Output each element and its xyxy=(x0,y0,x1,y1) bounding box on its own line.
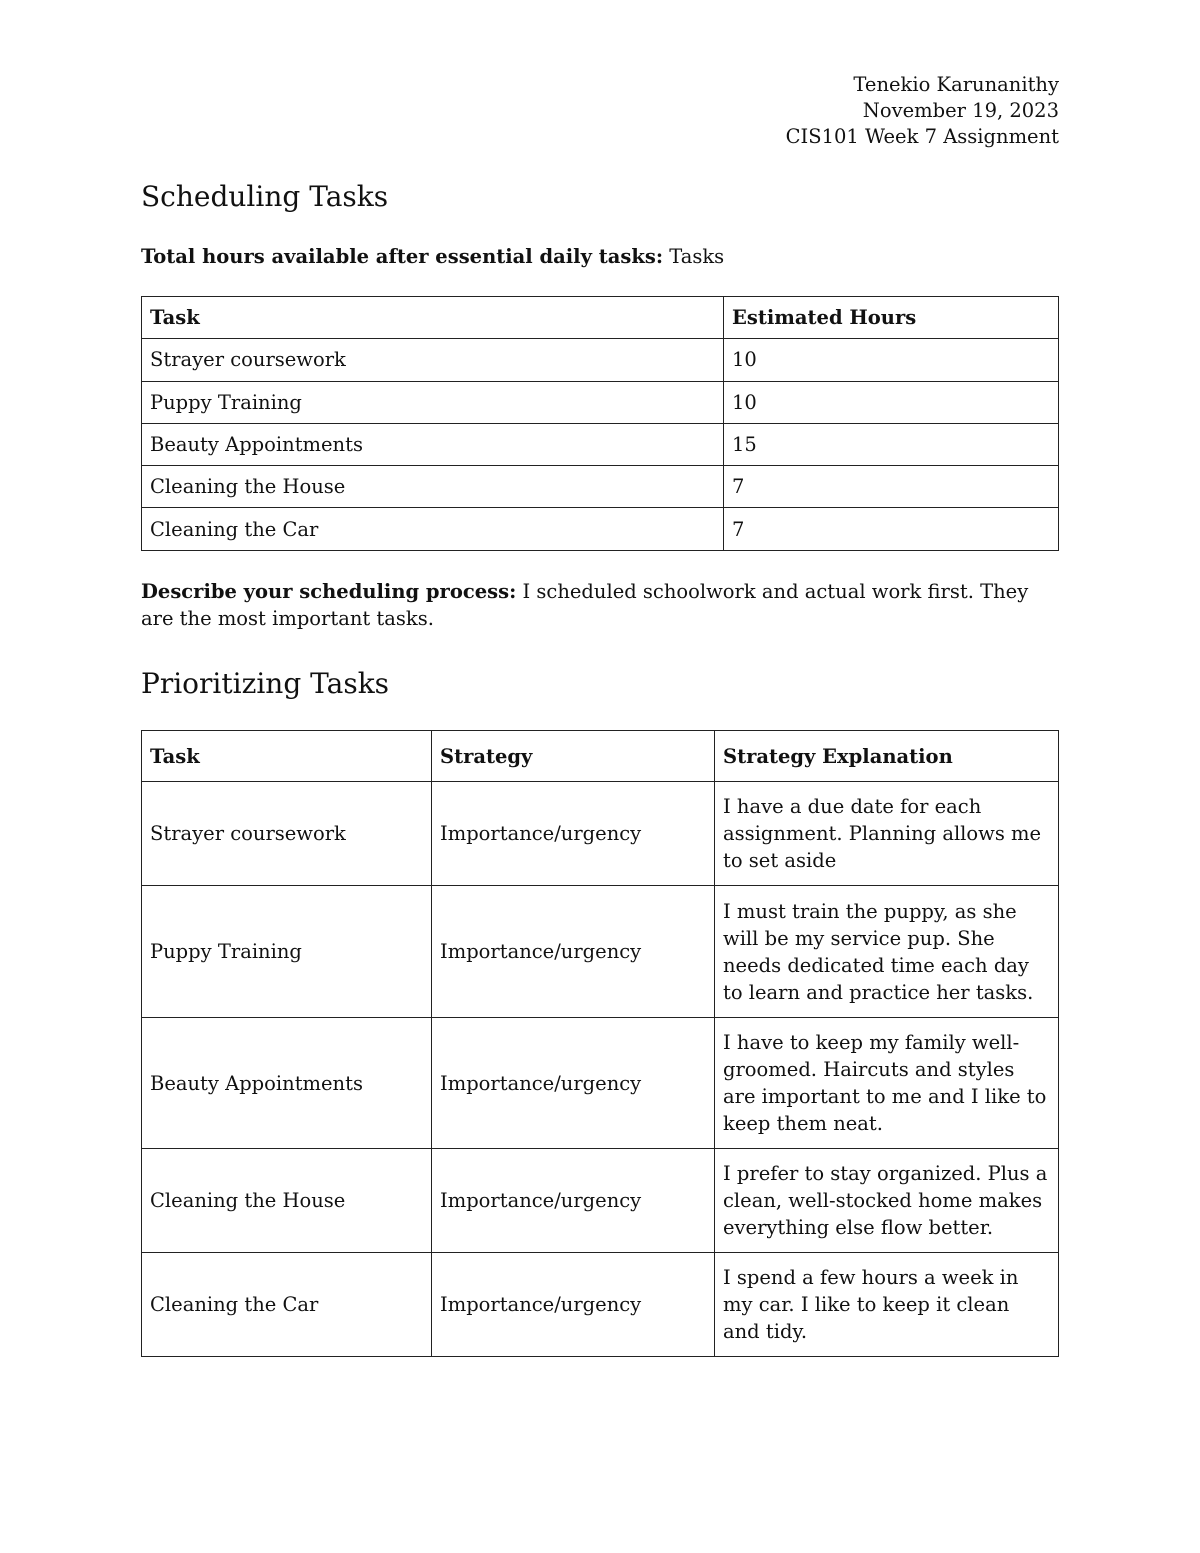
header-cell-estimated-hours: Estimated Hours xyxy=(724,297,1059,339)
course-title: CIS101 Week 7 Assignment xyxy=(785,125,1059,148)
explanation-cell: I prefer to stay organized. Plus a clean, well-stocked home makes everything else flow better. xyxy=(715,1149,1059,1253)
header-cell-strategy-explanation: Strategy Explanation xyxy=(715,731,1059,782)
task-cell: Cleaning the Car xyxy=(142,508,724,550)
task-cell: Puppy Training xyxy=(142,886,432,1018)
prioritizing-section-title: Prioritizing Tasks xyxy=(141,667,390,700)
task-cell: Cleaning the House xyxy=(142,466,724,508)
strategy-cell: Importance/urgency xyxy=(432,1149,715,1253)
hours-cell: 7 xyxy=(724,508,1059,550)
strategy-cell: Importance/urgency xyxy=(432,782,715,886)
explanation-cell: I spend a few hours a week in my car. I like to keep it clean and tidy. xyxy=(715,1253,1059,1357)
header-cell-task: Task xyxy=(142,731,432,782)
task-cell: Strayer coursework xyxy=(142,782,432,886)
table-row xyxy=(142,466,1059,508)
total-hours-value: Tasks xyxy=(669,245,725,268)
hours-cell: 15 xyxy=(724,423,1059,465)
task-cell: Strayer coursework xyxy=(142,339,724,381)
header-cell-task: Task xyxy=(142,297,724,339)
task-cell: Beauty Appointments xyxy=(142,423,724,465)
schedule-table xyxy=(141,296,1059,551)
explanation-cell: I must train the puppy, as she will be my service pup. She needs dedicated time each day to learn and practice her tasks. xyxy=(715,886,1059,1018)
table-row xyxy=(142,1149,1059,1253)
document-date: November 19, 2023 xyxy=(862,99,1059,122)
table-row xyxy=(142,423,1059,465)
strategy-cell: Importance/urgency xyxy=(432,886,715,1018)
table-row xyxy=(142,1018,1059,1149)
scheduling-process-label: Describe your scheduling process: xyxy=(141,580,517,603)
task-cell: Cleaning the House xyxy=(142,1149,432,1253)
header-cell-strategy: Strategy xyxy=(432,731,715,782)
strategy-cell: Importance/urgency xyxy=(432,1253,715,1357)
table-row xyxy=(142,508,1059,550)
total-hours-label: Total hours available after essential daily tasks: xyxy=(141,245,664,268)
hours-cell: 10 xyxy=(724,339,1059,381)
document-header xyxy=(786,72,1059,150)
scheduling-section-title: Scheduling Tasks xyxy=(141,180,389,213)
hours-cell: 10 xyxy=(724,381,1059,423)
table-header-row xyxy=(142,297,1059,339)
scheduling-process-text: I scheduled schoolwork and actual work first. They are the most important tasks. xyxy=(141,580,1029,630)
author-name: Tenekio Karunanithy xyxy=(853,73,1059,96)
table-row xyxy=(142,339,1059,381)
scheduling-process-paragraph xyxy=(141,578,1059,632)
hours-cell: 7 xyxy=(724,466,1059,508)
task-cell: Puppy Training xyxy=(142,381,724,423)
total-hours-line xyxy=(141,243,1059,270)
strategy-cell: Importance/urgency xyxy=(432,1018,715,1149)
task-cell: Cleaning the Car xyxy=(142,1253,432,1357)
table-row xyxy=(142,886,1059,1018)
explanation-cell: I have a due date for each assignment. Planning allows me to set aside xyxy=(715,782,1059,886)
table-row xyxy=(142,1253,1059,1357)
priority-table xyxy=(141,730,1059,1357)
task-cell: Beauty Appointments xyxy=(142,1018,432,1149)
table-header-row xyxy=(142,731,1059,782)
table-row xyxy=(142,381,1059,423)
explanation-cell: I have to keep my family well-groomed. Haircuts and styles are important to me and I like to keep them neat. xyxy=(715,1018,1059,1149)
table-row xyxy=(142,782,1059,886)
